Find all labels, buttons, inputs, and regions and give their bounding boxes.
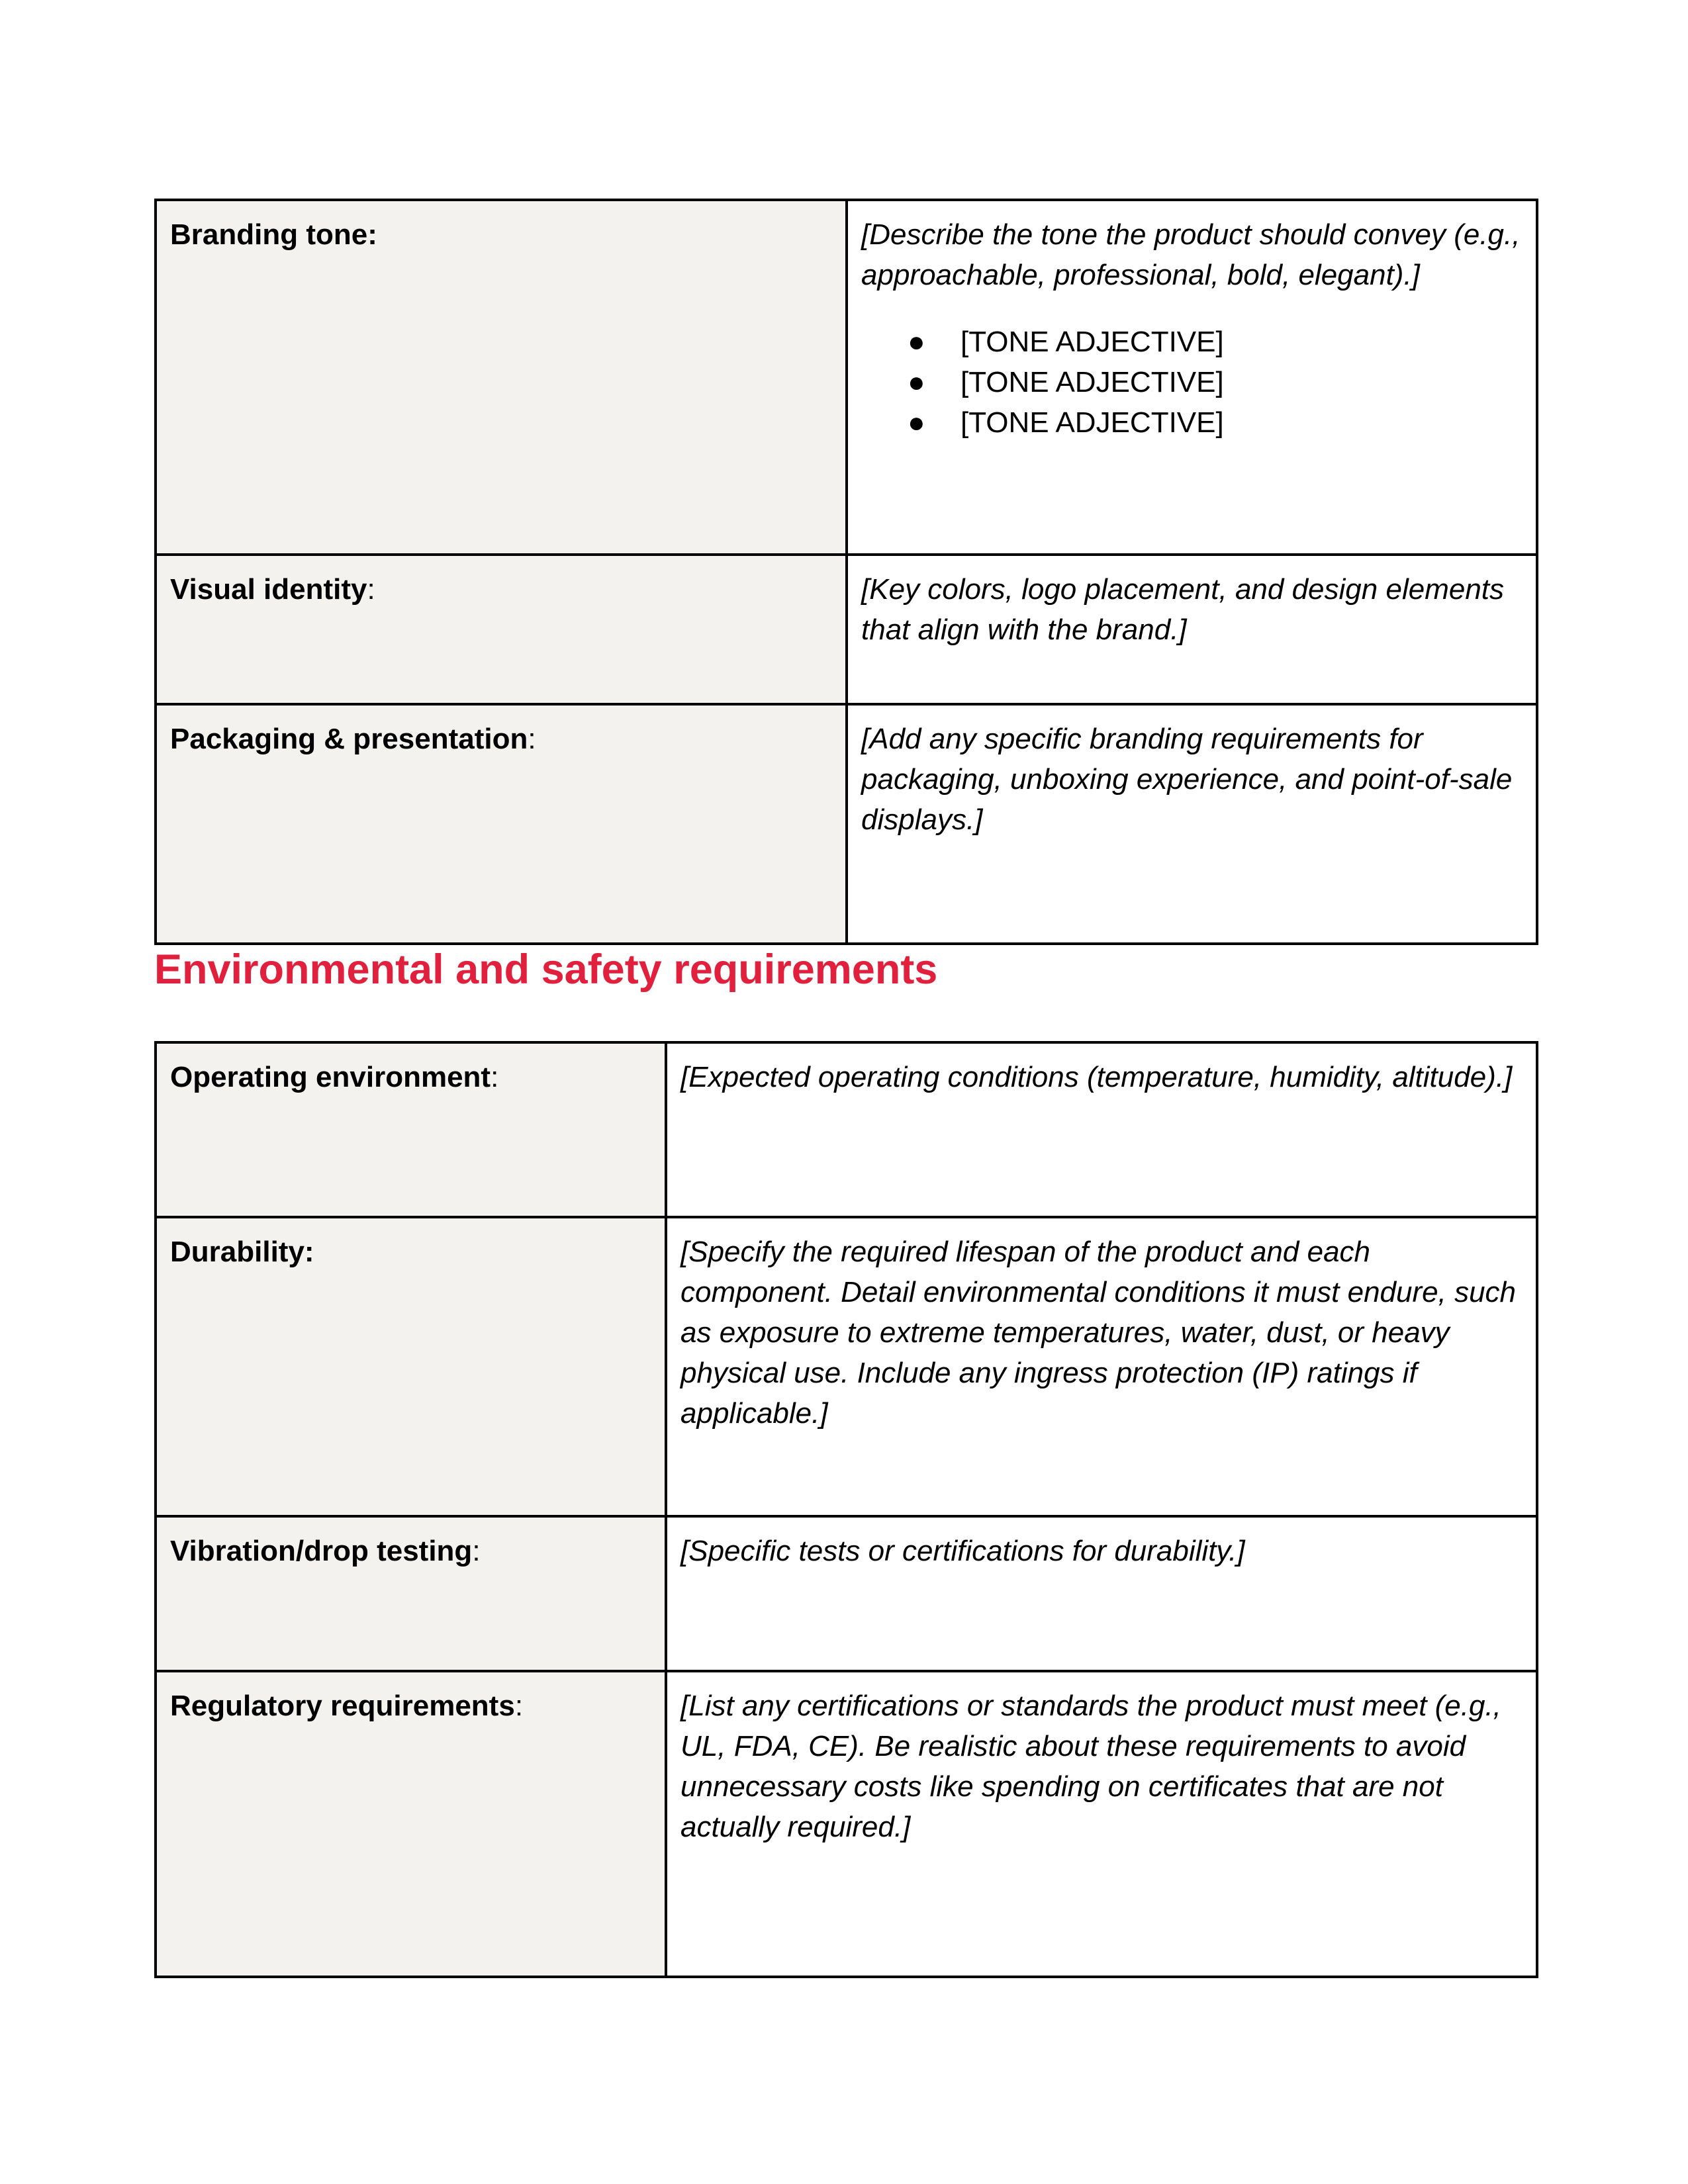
table-row bbox=[156, 1217, 1537, 1516]
vibration-drop-label-cell bbox=[156, 1516, 666, 1671]
operating-environment-suffix: : bbox=[491, 1061, 499, 1093]
packaging-label: Packaging & presentation bbox=[170, 723, 528, 755]
table-row bbox=[156, 1042, 1537, 1217]
table-row bbox=[156, 1671, 1537, 1977]
bullet-dot-icon: ● bbox=[908, 406, 925, 439]
branding-tone-value-cell[interactable] bbox=[847, 200, 1537, 555]
regulatory-suffix: : bbox=[514, 1690, 524, 1722]
table-row bbox=[156, 1516, 1537, 1671]
branding-tone-value: [Describe the tone the product should convey (e.g., approachable, professional, bold, elegant).] bbox=[861, 218, 1521, 291]
list-item bbox=[908, 402, 1523, 443]
operating-environment-value-cell[interactable] bbox=[666, 1042, 1537, 1217]
tone-adjective-list bbox=[861, 322, 1523, 443]
regulatory-value-cell[interactable] bbox=[666, 1671, 1537, 1977]
vibration-drop-suffix: : bbox=[472, 1535, 481, 1567]
tone-adjective-1: [TONE ADJECTIVE] bbox=[961, 326, 1224, 358]
environment-table bbox=[154, 1041, 1538, 1978]
visual-identity-label-cell bbox=[156, 555, 847, 704]
regulatory-value: [List any certifications or standards the product must meet (e.g., UL, FDA, CE). Be realistic about these requirements to avoid unnecessary costs like spending on certificates that are not actually required.] bbox=[680, 1690, 1501, 1843]
tone-adjective-2: [TONE ADJECTIVE] bbox=[961, 366, 1224, 398]
vibration-drop-value-cell[interactable] bbox=[666, 1516, 1537, 1671]
list-item bbox=[908, 322, 1523, 362]
vibration-drop-label: Vibration/drop testing bbox=[170, 1535, 473, 1567]
regulatory-label: Regulatory requirements bbox=[170, 1690, 515, 1722]
branding-tone-label-cell bbox=[156, 200, 847, 555]
list-item bbox=[908, 362, 1523, 402]
packaging-value-cell[interactable] bbox=[847, 704, 1537, 944]
visual-identity-label: Visual identity bbox=[170, 573, 367, 606]
vibration-drop-value: [Specific tests or certifications for durability.] bbox=[680, 1535, 1245, 1567]
operating-environment-label-cell bbox=[156, 1042, 666, 1217]
branding-table bbox=[154, 199, 1538, 945]
table-row bbox=[156, 200, 1537, 555]
section-heading: Environmental and safety requirements bbox=[154, 946, 938, 993]
durability-value: [Specify the required lifespan of the product and each component. Detail environmental conditions it must endure, such as exposure to extreme temperatures, water, dust, or heavy physical use. Include any ingress protection (IP) ratings if applicable.] bbox=[680, 1236, 1517, 1430]
packaging-value: [Add any specific branding requirements for packaging, unboxing experience, and point-of-sale displays.] bbox=[861, 723, 1513, 836]
visual-identity-value: [Key colors, logo placement, and design elements that align with the brand.] bbox=[861, 573, 1505, 646]
regulatory-label-cell bbox=[156, 1671, 666, 1977]
bullet-dot-icon: ● bbox=[908, 326, 925, 358]
durability-value-cell[interactable] bbox=[666, 1217, 1537, 1516]
table-row bbox=[156, 704, 1537, 944]
durability-label-cell bbox=[156, 1217, 666, 1516]
bullet-dot-icon: ● bbox=[908, 366, 925, 398]
visual-identity-suffix: : bbox=[367, 573, 375, 606]
visual-identity-value-cell[interactable] bbox=[847, 555, 1537, 704]
operating-environment-label: Operating environment bbox=[170, 1061, 491, 1093]
durability-label: Durability: bbox=[170, 1236, 314, 1268]
branding-tone-label: Branding tone: bbox=[170, 218, 377, 251]
tone-adjective-3: [TONE ADJECTIVE] bbox=[961, 406, 1224, 439]
packaging-label-cell bbox=[156, 704, 847, 944]
packaging-suffix: : bbox=[528, 723, 536, 755]
table-row bbox=[156, 555, 1537, 704]
operating-environment-value: [Expected operating conditions (temperature, humidity, altitude).] bbox=[680, 1061, 1513, 1093]
